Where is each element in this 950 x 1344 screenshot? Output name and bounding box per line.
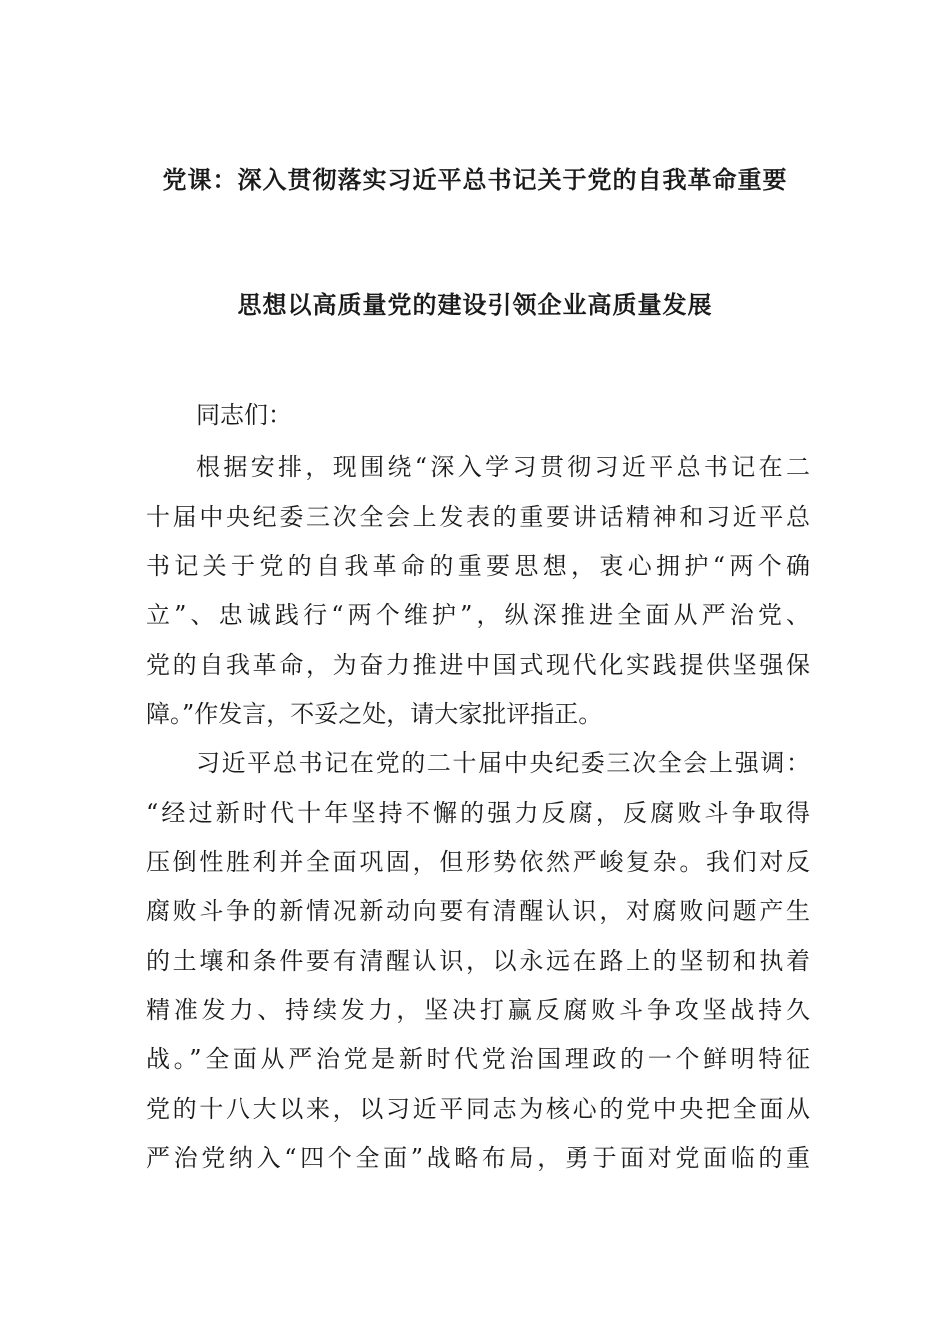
paragraph-1-line-1: 根据安排，现围绕“深入学习贯彻习近平总书记在二 [196, 453, 810, 481]
paragraph-1-line-2: 十届中央纪委三次全会上发表的重要讲话精神和习近平总 [146, 503, 810, 531]
paragraph-2-line-8: 党的十八大以来，以习近平同志为核心的党中央把全面从 [146, 1095, 810, 1123]
paragraph-1-line-6: 障。”作发言，不妥之处，请大家批评指正。 [146, 700, 603, 728]
paragraph-1-line-4: 立”、忠诚践行“两个维护”，纵深推进全面从严治党、 [146, 601, 810, 629]
paragraph-2-line-5: 的土壤和条件要有清醒认识，以永远在路上的坚韧和执着 [146, 947, 810, 975]
paragraph-1-line-3: 书记关于党的自我革命的重要思想，衷心拥护“两个确 [146, 552, 810, 580]
paragraph-2-line-7: 战。”全面从严治党是新时代党治国理政的一个鲜明特征 [146, 1045, 810, 1073]
paragraph-2-line-3: 压倒性胜利并全面巩固，但形势依然严峻复杂。我们对反 [146, 848, 810, 876]
paragraph-2-line-6: 精准发力、持续发力，坚决打赢反腐败斗争攻坚战持久 [146, 996, 810, 1024]
salutation: 同志们： [196, 401, 292, 429]
paragraph-1-line-5: 党的自我革命，为奋力推进中国式现代化实践提供坚强保 [146, 651, 810, 679]
paragraph-2-line-4: 腐败斗争的新情况新动向要有清醒认识，对腐败问题产生 [146, 897, 810, 925]
paragraph-2-line-9: 严治党纳入“四个全面”战略布局，勇于面对党面临的重 [146, 1144, 810, 1172]
paragraph-2-line-2: “经过新时代十年坚持不懈的强力反腐，反腐败斗争取得 [146, 799, 810, 827]
paragraph-2-line-1: 习近平总书记在党的二十届中央纪委三次全会上强调： [196, 749, 810, 777]
document-title-line-1: 党课：深入贯彻落实习近平总书记关于党的自我革命重要 [162, 166, 788, 194]
document-title-line-2: 思想以高质量党的建设引领企业高质量发展 [237, 291, 713, 319]
